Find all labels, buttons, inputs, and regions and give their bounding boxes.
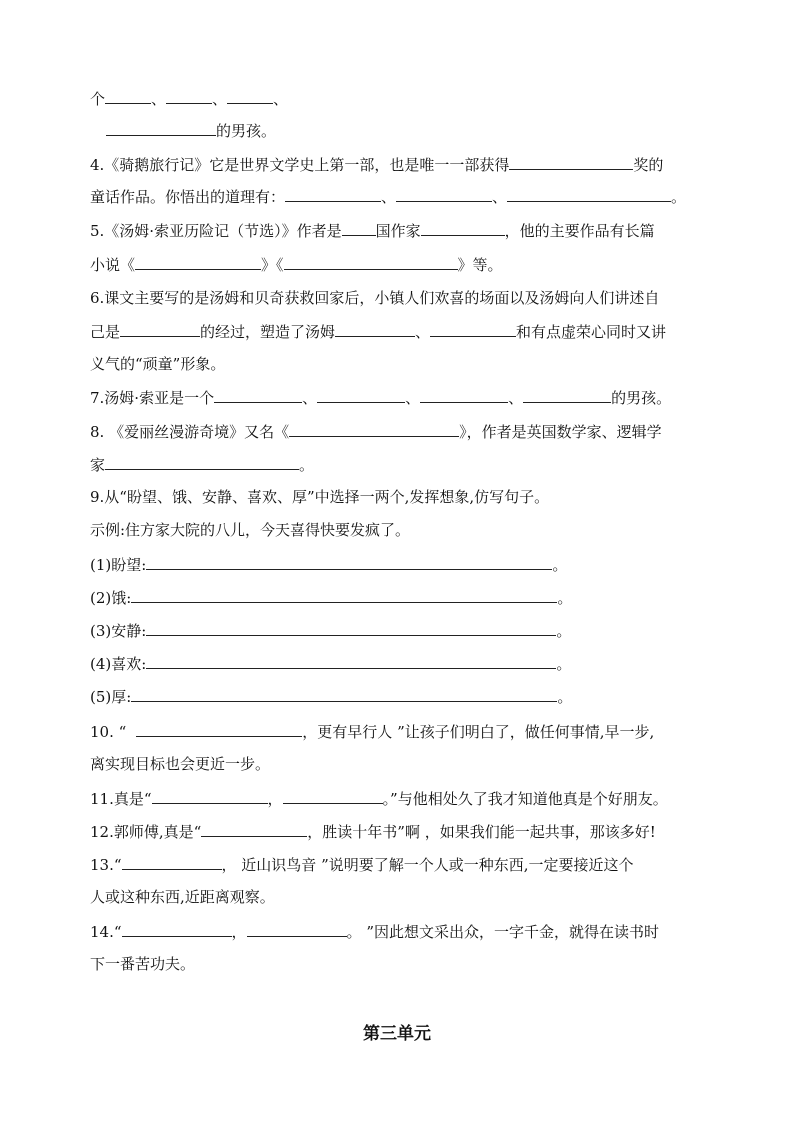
q13-line-1 (90, 854, 634, 875)
answer-blank[interactable] (122, 854, 222, 870)
q8-line-2 (90, 454, 314, 475)
q14-text: 14.“ (90, 923, 122, 941)
separator: ， (231, 923, 247, 941)
q9-example (90, 520, 410, 540)
q12-text: 12.郭师傅,真是“ (90, 823, 202, 841)
q14-line-1 (90, 921, 659, 942)
q12-line (90, 821, 656, 842)
q9-item-label: (1)盼望: (90, 556, 147, 574)
answer-blank[interactable] (131, 587, 557, 603)
q9-item-label: (3)安静: (90, 622, 147, 640)
q11-text: 。”与他相处久了我才知道他真是个好朋友。 (382, 790, 668, 808)
q9-text: 。 (557, 688, 573, 706)
q8-line-1 (90, 421, 662, 442)
separator: 、 (273, 90, 289, 108)
answer-blank[interactable] (201, 821, 307, 837)
q9-item-4 (90, 653, 571, 674)
q13-text: 人或这种东西,近距离观察。 (90, 888, 275, 906)
separator: ， (267, 790, 283, 808)
q9-item-label: (4)喜欢: (90, 655, 147, 673)
answer-blank[interactable] (396, 186, 492, 202)
q4-text: 奖的 (633, 156, 664, 174)
answer-blank[interactable] (131, 686, 557, 702)
separator: 、 (508, 389, 524, 407)
answer-blank[interactable] (509, 154, 633, 170)
q5-text: 》等。 (457, 256, 503, 274)
answer-blank[interactable] (285, 186, 381, 202)
q9-item-label: (2)饿: (90, 589, 132, 607)
answer-blank[interactable] (152, 788, 268, 804)
q11-line (90, 788, 668, 809)
answer-blank[interactable] (420, 387, 508, 403)
q6-text: 6.课文主要写的是汤姆和贝奇获救回家后，小镇人们欢喜的场面以及汤姆向人们讲述自 (90, 289, 660, 307)
answer-blank[interactable] (120, 321, 200, 337)
answer-blank[interactable] (105, 454, 299, 470)
answer-blank[interactable] (289, 421, 459, 437)
separator: 、 (405, 389, 421, 407)
answer-blank[interactable] (430, 321, 516, 337)
answer-blank[interactable] (317, 387, 405, 403)
q5-text: 国作家 (375, 222, 421, 240)
q7-text: 7.汤姆·索亚是一个 (90, 389, 215, 407)
q10-line-2 (90, 754, 270, 774)
q13-line-2 (90, 887, 275, 907)
q8-text: 8. 《爱丽丝漫游奇境》又名《 (90, 423, 290, 441)
q10-text: 离实现目标也会更近一步。 (90, 755, 271, 773)
q3-line-2 (106, 120, 276, 141)
q9-text: 。 (556, 622, 572, 640)
q7-text: 的男孩。 (611, 389, 672, 407)
q5-text: 小说《 (90, 256, 136, 274)
q5-line-1 (90, 220, 655, 241)
q6-text: 义气的“顽童”形象。 (90, 355, 226, 373)
q9-item-1 (90, 554, 567, 575)
answer-blank[interactable] (284, 254, 458, 270)
answer-blank[interactable] (247, 921, 347, 937)
answer-blank[interactable] (214, 387, 302, 403)
q3-text: 的男孩。 (216, 122, 277, 140)
separator: 、 (415, 323, 431, 341)
answer-blank[interactable] (227, 88, 273, 104)
section-title: 第三单元 (363, 1024, 431, 1044)
answer-blank[interactable] (342, 220, 376, 236)
q14-text: 。 ”因此想文采出众，一字千金，就得在读书时 (346, 923, 659, 941)
q9-item-2 (90, 587, 572, 608)
q6-line-3 (90, 354, 225, 374)
separator: 、 (381, 188, 397, 206)
q6-text: 的经过，塑造了汤姆 (200, 323, 336, 341)
q6-text: 己是 (90, 323, 121, 341)
q5-text: ，他的主要作品有长篇 (504, 222, 655, 240)
q8-text: 家 (90, 456, 106, 474)
answer-blank[interactable] (421, 220, 505, 236)
answer-blank[interactable] (146, 554, 552, 570)
answer-blank[interactable] (335, 321, 415, 337)
answer-blank[interactable] (146, 653, 556, 669)
q10-text: ，更有早行人 ”让孩子们明白了，做任何事情,早一步, (302, 723, 655, 741)
q14-text: 下一番苦功夫。 (90, 955, 196, 973)
q9-item-label: (5)厚: (90, 688, 132, 706)
answer-blank[interactable] (106, 120, 216, 136)
answer-blank[interactable] (166, 88, 212, 104)
q4-text: 。 (671, 188, 687, 206)
q11-text: 11.真是“ (90, 790, 152, 808)
q9-text: 。 (556, 655, 572, 673)
answer-blank[interactable] (135, 254, 261, 270)
q6-line-2 (90, 321, 666, 342)
separator: 、 (302, 389, 318, 407)
q3-text: 个 (90, 90, 106, 108)
q9-example-text: 示例:住方家大院的八儿，今天喜得快要发疯了。 (90, 521, 411, 539)
q6-text: 和有点虚荣心同时又讲 (516, 323, 667, 341)
answer-blank[interactable] (283, 788, 383, 804)
q5-line-2 (90, 254, 503, 275)
answer-blank[interactable] (146, 620, 556, 636)
q10-text: 10. “ (90, 723, 127, 741)
q10-line-1 (90, 721, 654, 742)
q5-text: 5.《汤姆·索亚历险记（节选）》作者是 (90, 222, 342, 240)
q13-text: ， 近山识鸟音 ”说明要了解一个人或一种东西,一定要接近这个 (221, 856, 634, 874)
separator: 、 (492, 188, 508, 206)
q4-text: 4.《骑鹅旅行记》它是世界文学史上第一部，也是唯一一部获得 (90, 156, 510, 174)
q14-line-2 (90, 954, 195, 974)
q6-line-1 (90, 288, 659, 308)
q9-item-5 (90, 686, 572, 707)
q9-item-3 (90, 620, 571, 641)
q4-line-2 (90, 186, 686, 207)
q4-line-1 (90, 154, 663, 175)
q12-text: ，胜读十年书”啊 ，如果我们能一起共事，那该多好! (307, 823, 656, 841)
q9-text: 9.从“盼望、饿、安静、喜欢、厚”中选择一两个,发挥想象,仿写句子。 (90, 488, 550, 506)
separator: 、 (151, 90, 167, 108)
answer-blank[interactable] (507, 186, 671, 202)
q5-text: 》《 (261, 256, 284, 274)
q9-title (90, 487, 549, 507)
q9-text: 。 (557, 589, 573, 607)
q4-text: 童话作品。你悟出的道理有： (90, 188, 286, 206)
answer-blank[interactable] (136, 721, 302, 737)
q3-line-1 (90, 88, 288, 109)
q9-text: 。 (552, 556, 568, 574)
q7-line (90, 387, 671, 408)
answer-blank[interactable] (105, 88, 151, 104)
answer-blank[interactable] (523, 387, 611, 403)
answer-blank[interactable] (122, 921, 232, 937)
q13-text: 13.“ (90, 856, 122, 874)
separator: 、 (212, 90, 228, 108)
q8-text: 》，作者是英国数学家、逻辑学 (459, 423, 662, 441)
q8-text: 。 (299, 456, 315, 474)
